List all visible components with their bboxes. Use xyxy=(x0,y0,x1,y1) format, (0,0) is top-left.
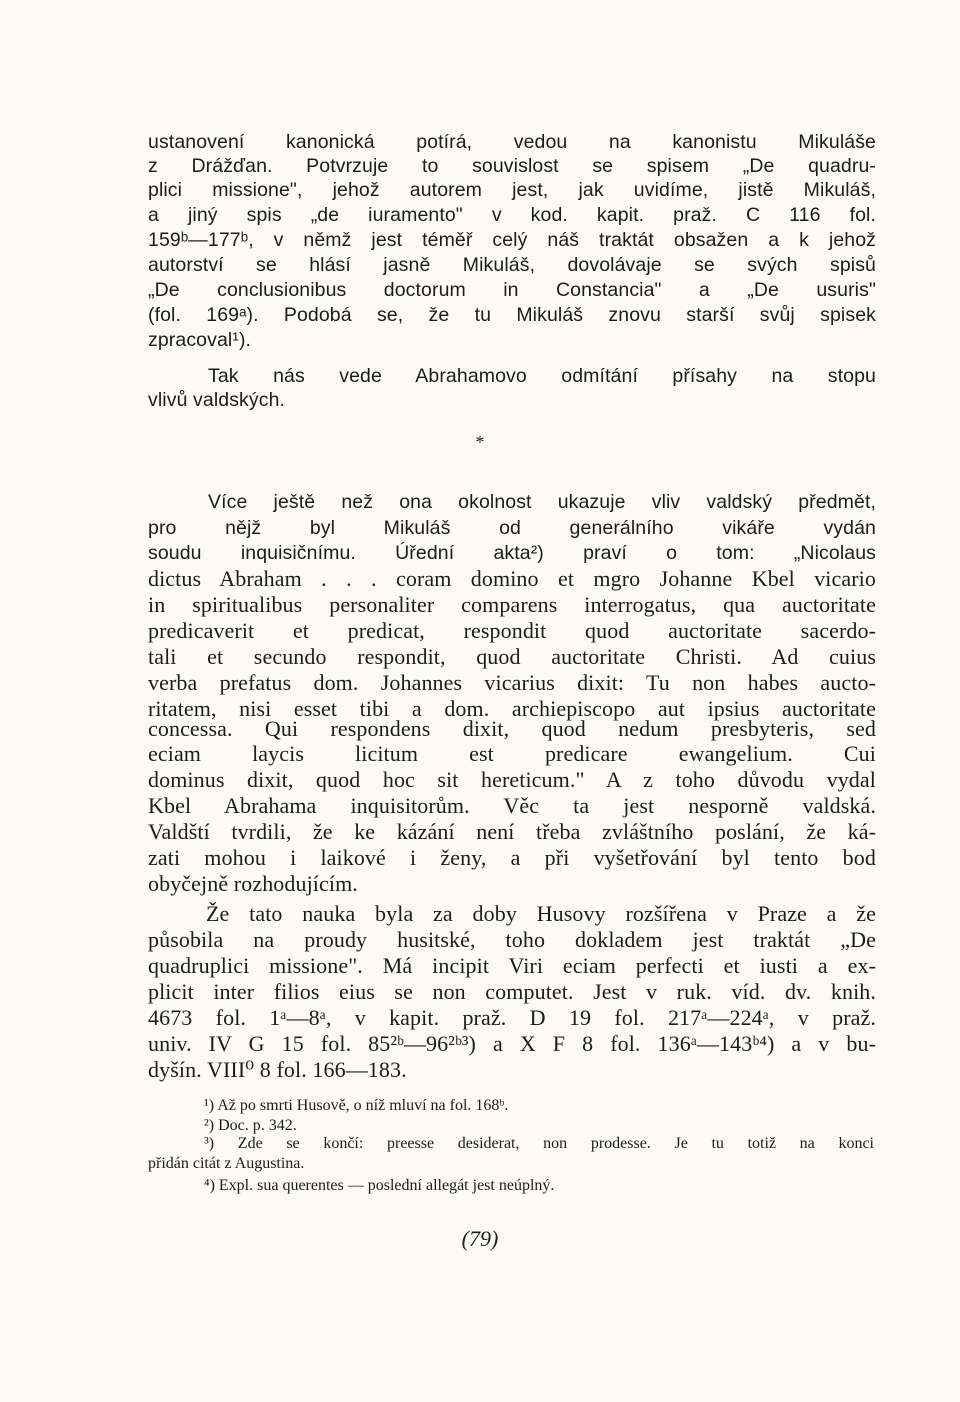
text-line: 4673 fol. 1ᵃ—8ᵃ, v kapit. praž. D 19 fol. 217ᵃ—224ᵃ, v praž. xyxy=(148,1006,876,1030)
text-line: ritatem, nisi esset tibi a dom. archiepiscopo aut ipsius auctoritate xyxy=(148,697,876,721)
text-line: Kbel Abrahama inquisitorům. Věc ta jest nesporně valdská. xyxy=(148,794,876,818)
text-line: predicaverit et predicat, respondit quod auctoritate sacerdo- xyxy=(148,619,876,643)
footnote: ⁴) Expl. sua querentes — poslední allegát jest neúplný. xyxy=(204,1177,555,1194)
text-line: „De conclusionibus doctorum in Constancia" a „De usuris" xyxy=(148,279,876,301)
text-line: a jiný spis „de iuramento" v kod. kapit. praž. C 116 fol. xyxy=(148,204,876,226)
text-line: soudu inquisičnímu. Úřední akta²) praví o tom: „Nicolaus xyxy=(148,542,876,564)
text-line: působila na proudy husitské, toho dokladem jest traktát „De xyxy=(148,928,876,952)
text-line: plicit inter filios eius se non computet. Jest v ruk. víd. dv. knih. xyxy=(148,980,876,1004)
text-line: 159ᵇ—177ᵇ, v němž jest téměř celý náš traktát obsažen a k jehož xyxy=(148,229,876,251)
page-number: (79) xyxy=(461,1226,499,1251)
text-line: zati mohou i laikové i ženy, a při vyšetřování byl tento bod xyxy=(148,846,876,870)
text-line: ustanovení kanonická potírá, vedou na kanonistu Mikuláše xyxy=(148,131,876,153)
text-line: plici missione", jehož autorem jest, jak uvidíme, jistě Mikuláš, xyxy=(148,179,876,201)
footnote: ²) Doc. p. 342. xyxy=(204,1117,297,1134)
text-line: dictus Abraham . . . coram domino et mgro Johanne Kbel vicario xyxy=(148,567,876,591)
text-line: pro nějž byl Mikuláš od generálního vikáře vydán xyxy=(148,517,876,539)
text-line: zpracoval¹). xyxy=(148,329,252,351)
text-line: (fol. 169ᵃ). Podobá se, že tu Mikuláš znovu starší svůj spisek xyxy=(148,304,876,326)
text-line: verba prefatus dom. Johannes vicarius dixit: Tu non habes aucto- xyxy=(148,671,876,695)
text-line: quadruplici missione". Má incipit Viri eciam perfecti et iusti a ex- xyxy=(148,954,876,978)
text-line: dyšín. VIII⁰ 8 fol. 166—183. xyxy=(148,1058,407,1082)
text-line: Tak nás vede Abrahamovo odmítání přísahy na stopu xyxy=(208,365,876,387)
text-line: eciam laycis licitum est predicare ewangelium. Cui xyxy=(148,742,876,766)
text-line: concessa. Qui respondens dixit, quod nedum presbyteris, sed xyxy=(148,717,876,741)
text-line: univ. IV G 15 fol. 85²ᵇ—96²ᵇ³) a X F 8 fol. 136ᵃ—143ᵇ⁴) a v bu- xyxy=(148,1032,876,1056)
text-line: obyčejně rozhodujícím. xyxy=(148,872,358,896)
text-line: tali et secundo respondit, quod auctoritate Christi. Ad cuius xyxy=(148,645,876,669)
text-line: in spiritualibus personaliter comparens interrogatus, qua auctoritate xyxy=(148,593,876,617)
text-line: z Drážďan. Potvrzuje to souvislost se spisem „De quadru- xyxy=(148,155,876,177)
text-line: Že tato nauka byla za doby Husovy rozšířena v Praze a že xyxy=(206,902,876,926)
text-line: dominus dixit, quod hoc sit hereticum." A z toho důvodu vydal xyxy=(148,768,876,792)
text-line: autorství se hlásí jasně Mikuláš, dovolávaje se svých spisů xyxy=(148,254,876,276)
footnote: ³) Zde se končí: preesse desiderat, non prodesse. Je tu totiž na konci xyxy=(204,1135,874,1152)
text-line: Valdští tvrdili, že ke kázání není třeba zvláštního poslání, že ká- xyxy=(148,820,876,844)
footnote: ¹) Až po smrti Husově, o níž mluví na fol. 168ᵇ. xyxy=(204,1097,509,1114)
text-line: vlivů valdských. xyxy=(148,389,286,411)
section-separator: * xyxy=(475,432,485,452)
text-line: Více ještě než ona okolnost ukazuje vliv valdský předmět, xyxy=(208,491,876,513)
footnote: přidán citát z Augustina. xyxy=(148,1155,305,1172)
